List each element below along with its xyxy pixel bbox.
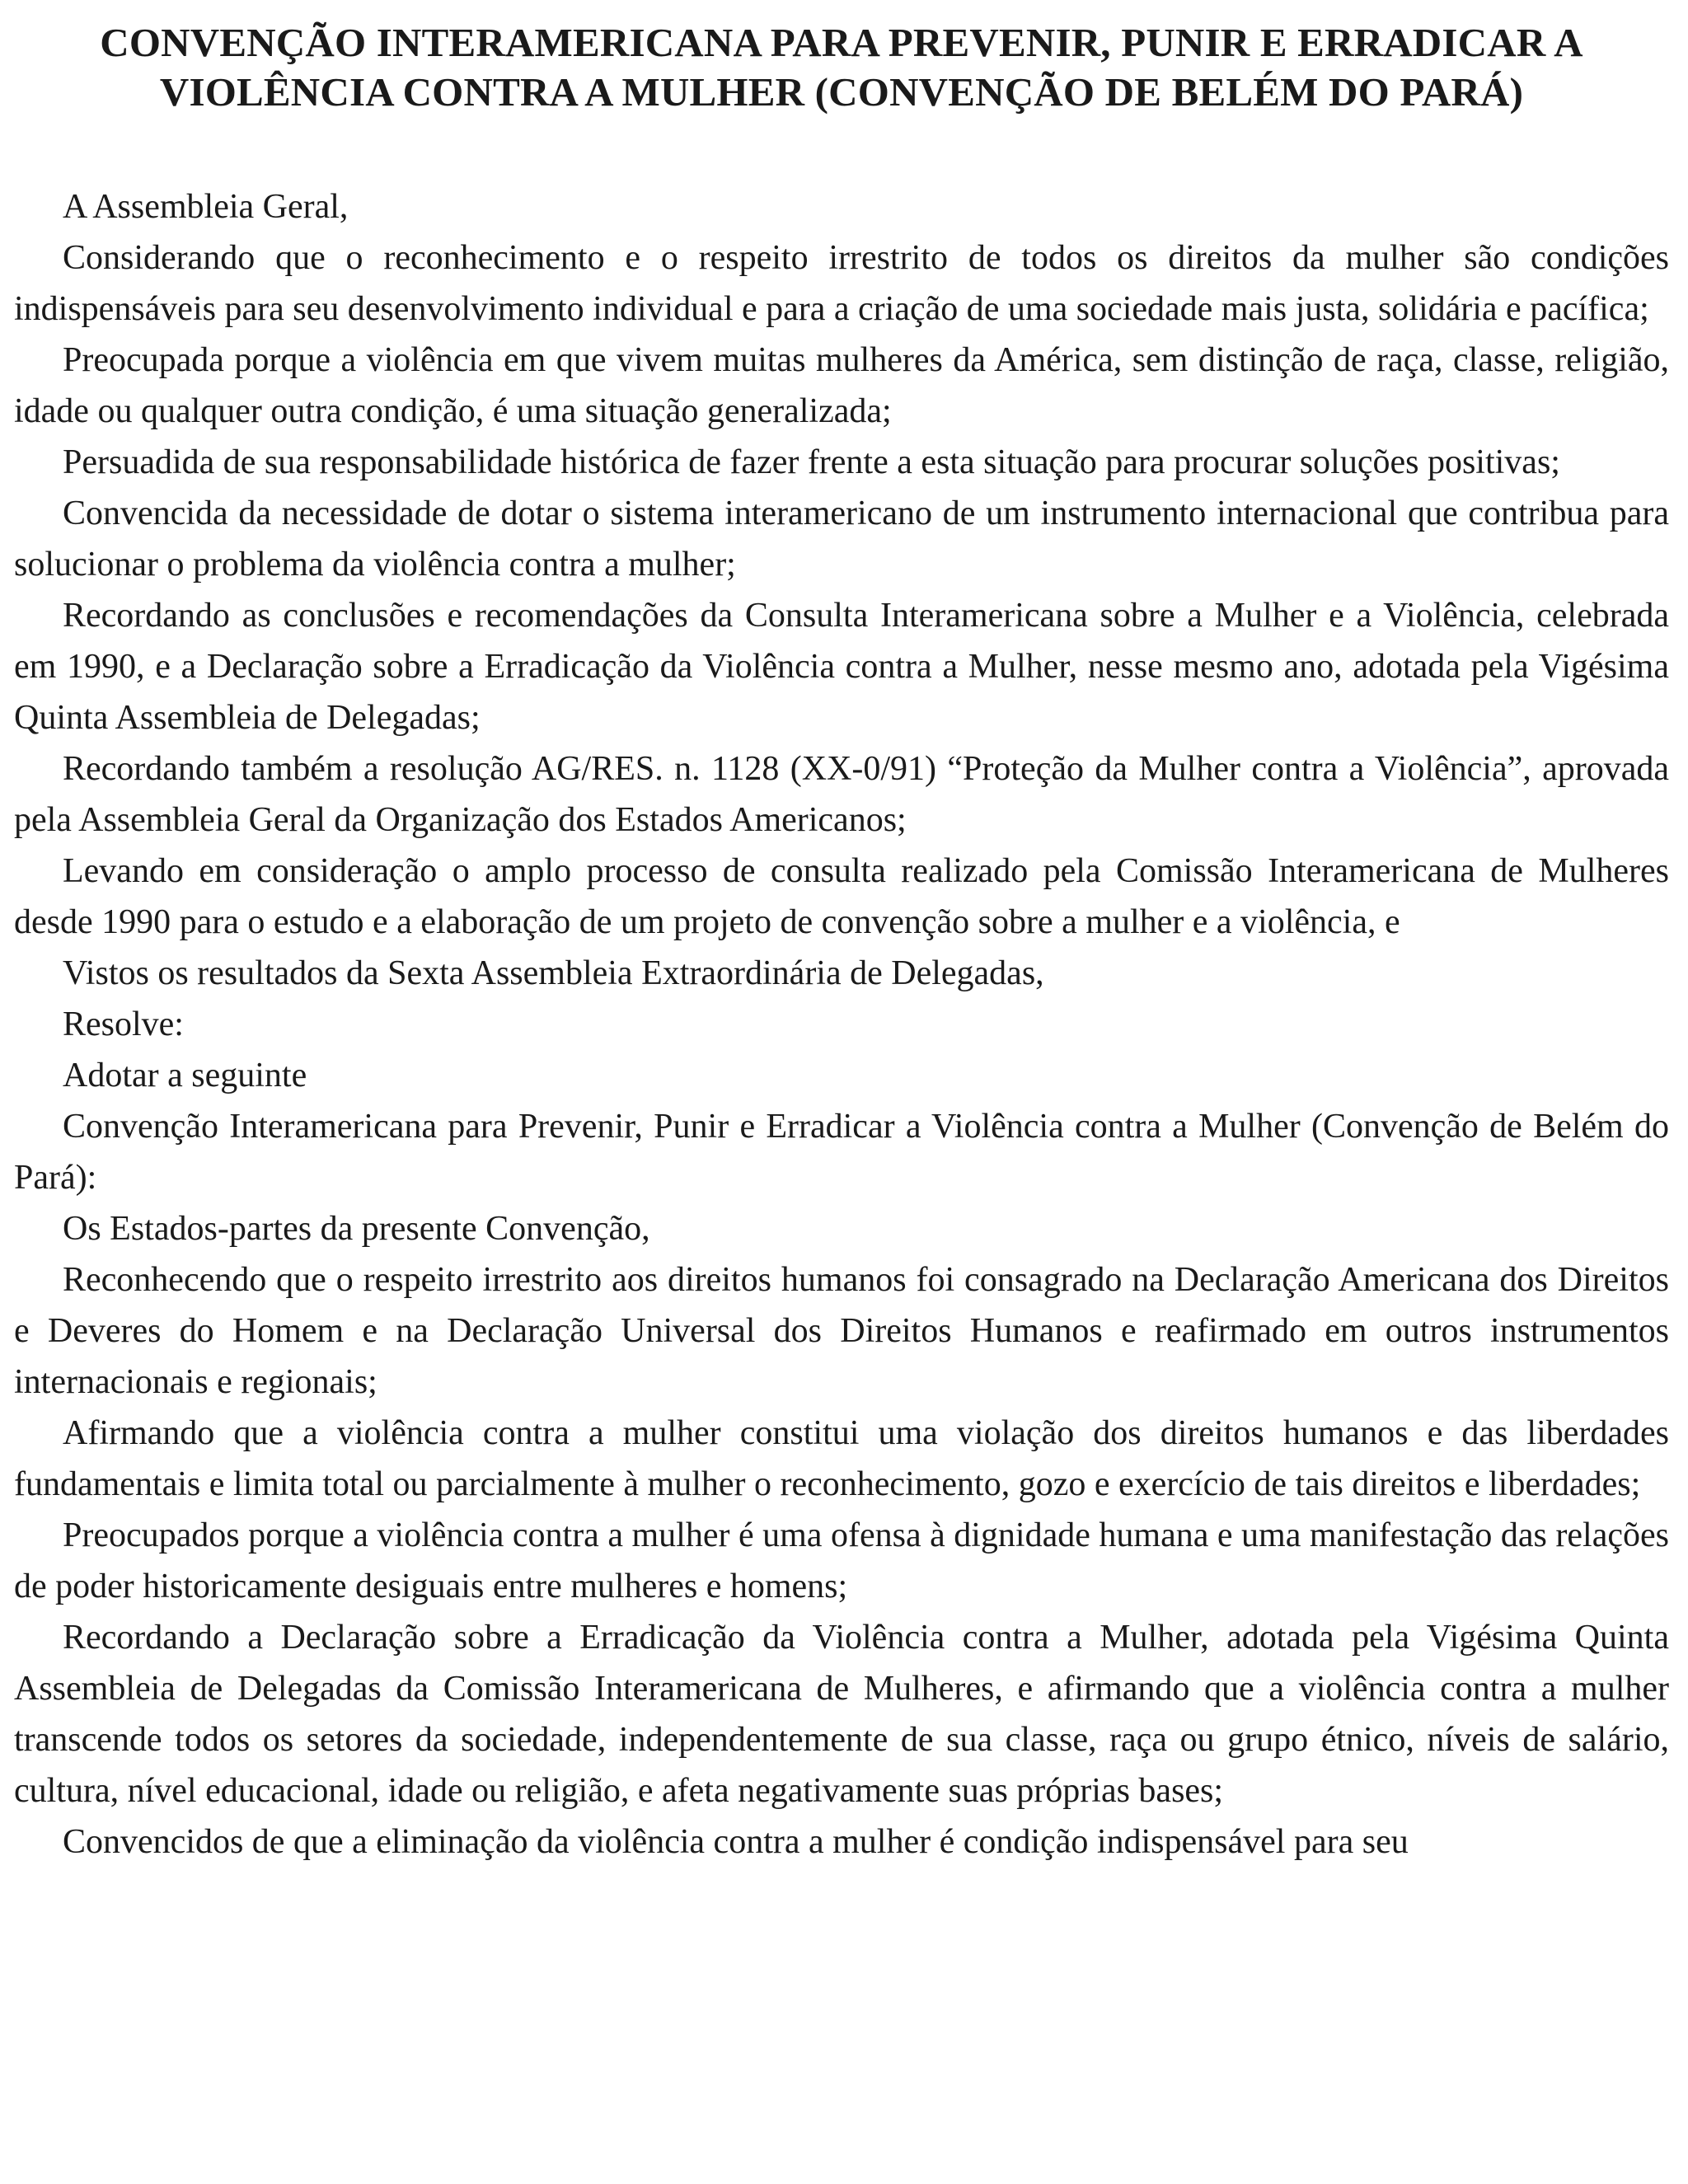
paragraph: Recordando as conclusões e recomendações da Consulta Interamericana sobre a Mulher e a Violência, celebrada em 1990, e a Declaração sobre a Erradicação da Violência contra a Mulher, nesse mesmo ano, adotada pela Vigésima Quinta Assembleia de Delegadas; [14,597,1669,737]
paragraph: Os Estados-partes da presente Convenção, [63,1210,650,1248]
paragraph: Recordando a Declaração sobre a Erradicação da Violência contra a Mulher, adotada pela Vigésima Quinta Assembleia de Delegadas da Comissão Interamericana de Mulheres, e afirmando que a violência contra a mulher transcende todos os setores da sociedade, independentemente de sua classe, raça ou grupo étnico, níveis de salário, cultura, nível educacional, idade ou religião, e afeta negativamente suas próprias bases; [14,1619,1669,1810]
paragraph: Considerando que o reconhecimento e o respeito irrestrito de todos os direitos da mulher são condições indispensáveis para seu desenvolvimento individual e para a criação de uma sociedade mais justa, solidária e pacífica; [14,239,1669,328]
paragraph: Adotar a seguinte [63,1057,307,1094]
paragraph: Persuadida de sua responsabilidade histórica de fazer frente a esta situação para procurar soluções positivas; [63,443,1560,481]
paragraph: A Assembleia Geral, [63,188,349,226]
paragraph: Resolve: [63,1005,184,1043]
paragraph: Preocupados porque a violência contra a mulher é uma ofensa à dignidade humana e uma manifestação das relações de poder historicamente desiguais entre mulheres e homens; [14,1516,1669,1605]
paragraph: Preocupada porque a violência em que vivem muitas mulheres da América, sem distinção de raça, classe, religião, idade ou qualquer outra condição, é uma situação generalizada; [14,341,1669,430]
paragraph: Vistos os resultados da Sexta Assembleia Extraordinária de Delegadas, [63,954,1044,992]
document-page [14,18,1669,1868]
paragraph: Levando em consideração o amplo processo de consulta realizado pela Comissão Interamericana de Mulheres desde 1990 para o estudo e a elaboração de um projeto de convenção sobre a mulher e a violência, e [14,852,1669,941]
paragraph: Convenção Interamericana para Prevenir, Punir e Erradicar a Violência contra a Mulher (Convenção de Belém do Pará): [14,1108,1669,1197]
document-body [14,181,1669,1868]
paragraph: Reconhecendo que o respeito irrestrito aos direitos humanos foi consagrado na Declaração Americana dos Direitos e Deveres do Homem e na Declaração Universal dos Direitos Humanos e reafirmado em outros instrumentos internacionais e regionais; [14,1261,1669,1401]
document-title: CONVENÇÃO INTERAMERICANA PARA PREVENIR, PUNIR E ERRADICAR A VIOLÊNCIA CONTRA A MULHER (CONVENÇÃO DE BELÉM DO PARÁ) [100,20,1583,115]
paragraph: Afirmando que a violência contra a mulher constitui uma violação dos direitos humanos e das liberdades fundamentais e limita total ou parcialmente à mulher o reconhecimento, gozo e exercício de tais direitos e liberdades; [14,1414,1669,1503]
paragraph: Convencida da necessidade de dotar o sistema interamericano de um instrumento internacional que contribua para solucionar o problema da violência contra a mulher; [14,494,1669,583]
paragraph: Recordando também a resolução AG/RES. n. 1128 (XX-0/91) “Proteção da Mulher contra a Violência”, aprovada pela Assembleia Geral da Organização dos Estados Americanos; [14,750,1669,839]
paragraph: Convencidos de que a eliminação da violência contra a mulher é condição indispensável para seu [63,1823,1409,1861]
